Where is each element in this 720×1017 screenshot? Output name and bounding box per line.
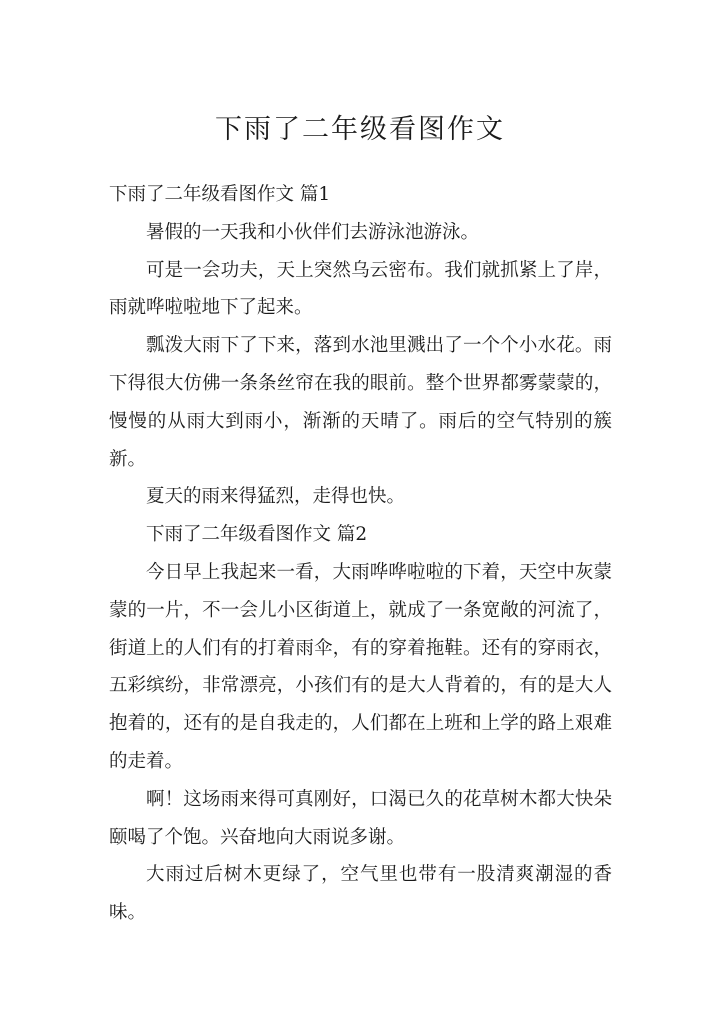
section-heading-1: 下雨了二年级看图作文 篇1 xyxy=(109,184,331,205)
paragraph: 暑假的一天我和小伙伴们去游泳池游泳。 xyxy=(146,221,480,243)
paragraph: 啊！这场雨来得可真刚好，口渴已久的花草树木都大快朵颐喝了个饱。兴奋地向大雨说多谢。 xyxy=(109,788,612,848)
section-heading-2: 下雨了二年级看图作文 篇2 xyxy=(146,524,368,546)
document-title: 下雨了二年级看图作文 xyxy=(215,114,505,145)
paragraph: 大雨过后树木更绿了，空气里也带有一股清爽潮湿的香味。 xyxy=(109,864,612,924)
paragraph: 瓢泼大雨下了下来，落到水池里溅出了一个个小水花。雨下得很大仿佛一条条丝帘在我的眼前。整个世界都雾蒙蒙的，慢慢的从雨大到雨小，渐渐的天晴了。雨后的空气特别的簇新。 xyxy=(109,335,612,470)
paragraph: 可是一会功夫，天上突然乌云密布。我们就抓紧上了岸，雨就哗啦啦地下了起来。 xyxy=(109,259,612,319)
article-body xyxy=(109,176,612,932)
paragraph: 今日早上我起来一看，大雨哗哗啦啦的下着，天空中灰蒙蒙的一片，不一会儿小区街道上，就成了一条宽敞的河流了，街道上的人们有的打着雨伞，有的穿着拖鞋。还有的穿雨衣，五彩缤纷，非常漂亮，小孩们有的是大人背着的，有的是大人抱着的，还有的是自我走的，人们都在上班和上学的路上艰难的走着。 xyxy=(109,561,612,772)
paragraph: 夏天的雨来得猛烈，走得也快。 xyxy=(146,486,406,508)
